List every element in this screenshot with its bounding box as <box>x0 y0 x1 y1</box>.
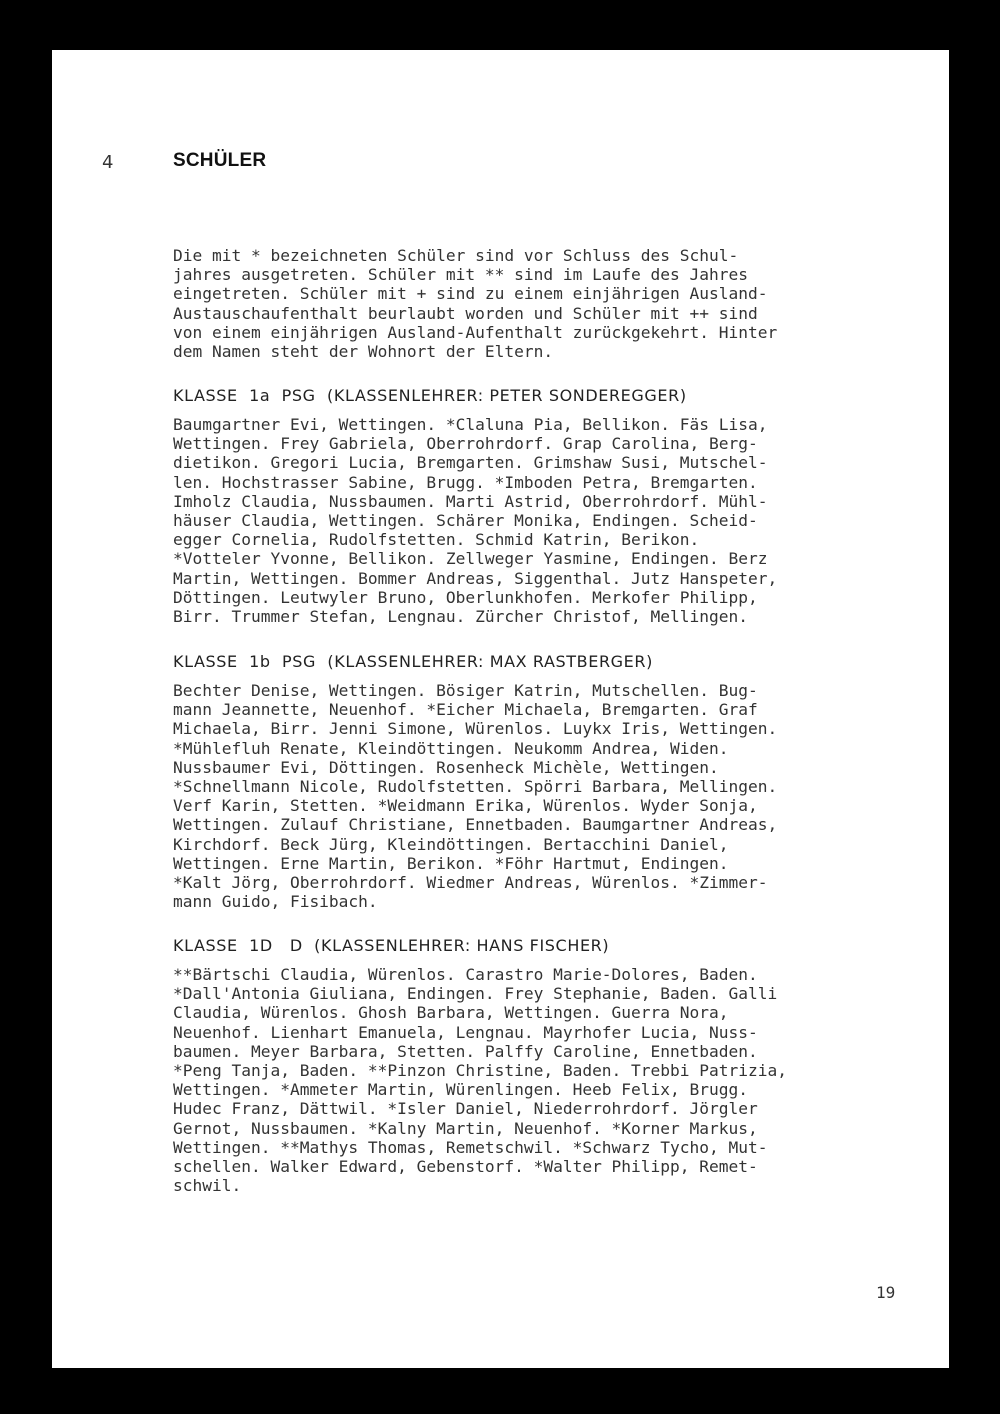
intro-paragraph: Die mit * bezeichneten Schüler sind vor Schluss des Schul- jahres ausgetreten. Schüler mit ** sind im Laufe des Jahres eingetreten. Schüler mit + sind zu einem einjährigen Ausland- Austauschaufenthalt beurlaubt worden und Schüler mit ++ sind von einem einjährigen Ausland-Aufenthalt zurückgekehrt. Hinter dem Namen steht der Wohnort der Eltern. <box>173 246 778 362</box>
class-1a-students: Baumgartner Evi, Wettingen. *Claluna Pia, Bellikon. Fäs Lisa, Wettingen. Frey Gabriela, Oberrohrdorf. Grap Carolina, Berg- dietikon. Gregori Lucia, Bremgarten. Grimshaw Susi, Mutschel- len. Hochstrasser Sabine, Brugg. *Imboden Petra, Bremgarten. Imholz Claudia, Nussbaumen. Marti Astrid, Oberrohrdorf. Mühl- häuser Claudia, Wettingen. Schärer Monika, Endingen. Scheid- egger Cornelia, Rudolfstetten. Schmid Katrin, Berikon. *Votteler Yvonne, Bellikon. Zellweger Yasmine, Endingen. Berz Martin, Wettingen. Bommer Andreas, Siggenthal. Jutz Hanspeter, Döttingen. Leutwyler Bruno, Oberlunkhofen. Merkofer Philipp, Birr. Trummer Stefan, Lengnau. Zürcher Christof, Mellingen. <box>173 415 778 627</box>
chapter-number: 4 <box>102 152 114 173</box>
class-1b-students: Bechter Denise, Wettingen. Bösiger Katrin, Mutschellen. Bug- mann Jeannette, Neuenhof. *Eicher Michaela, Bremgarten. Graf Michaela, Birr. Jenni Simone, Würenlos. Luykx Iris, Wettingen. *Mühlefluh Renate, Kleindöttingen. Neukomm Andrea, Widen. Nussbaumer Evi, Döttingen. Rosenheck Michèle, Wettingen. *Schnellmann Nicole, Rudolfstetten. Spörri Barbara, Mellingen. Verf Karin, Stetten. *Weidmann Erika, Würenlos. Wyder Sonja, Wettingen. Zulauf Christiane, Ennetbaden. Baumgartner Andreas, Kirchdorf. Beck Jürg, Kleindöttingen. Bertacchini Daniel, Wettingen. Erne Martin, Berikon. *Föhr Hartmut, Endingen. *Kalt Jörg, Oberrohrdorf. Wiedmer Andreas, Würenlos. *Zimmer- mann Guido, Fisibach. <box>173 681 778 912</box>
class-1b-heading: KLASSE 1b PSG (KLASSENLEHRER: MAX RASTBERGER) <box>173 652 653 671</box>
class-1d-students: **Bärtschi Claudia, Würenlos. Carastro Marie-Dolores, Baden. *Dall'Antonia Giuliana, Endingen. Frey Stephanie, Baden. Galli Claudia, Würenlos. Ghosh Barbara, Wettingen. Guerra Nora, Neuenhof. Lienhart Emanuela, Lengnau. Mayrhofer Lucia, Nuss- baumen. Meyer Barbara, Stetten. Palffy Caroline, Ennetbaden. *Peng Tanja, Baden. **Pinzon Christine, Baden. Trebbi Patrizia, Wettingen. *Ammeter Martin, Würenlingen. Heeb Felix, Brugg. Hudec Franz, Dättwil. *Isler Daniel, Niederrohrdorf. Jörgler Gernot, Nussbaumen. *Kalny Martin, Neuenhof. *Korner Markus, Wettingen. **Mathys Thomas, Remetschwil. *Schwarz Tycho, Mut- schellen. Walker Edward, Gebenstorf. *Walter Philipp, Remet- schwil. <box>173 965 787 1196</box>
chapter-title: SCHÜLER <box>173 150 267 171</box>
page-number: 19 <box>876 1283 896 1302</box>
class-1d-heading: KLASSE 1D D (KLASSENLEHRER: HANS FISCHER) <box>173 936 610 955</box>
class-1a-heading: KLASSE 1a PSG (KLASSENLEHRER: PETER SONDEREGGER) <box>173 386 687 405</box>
